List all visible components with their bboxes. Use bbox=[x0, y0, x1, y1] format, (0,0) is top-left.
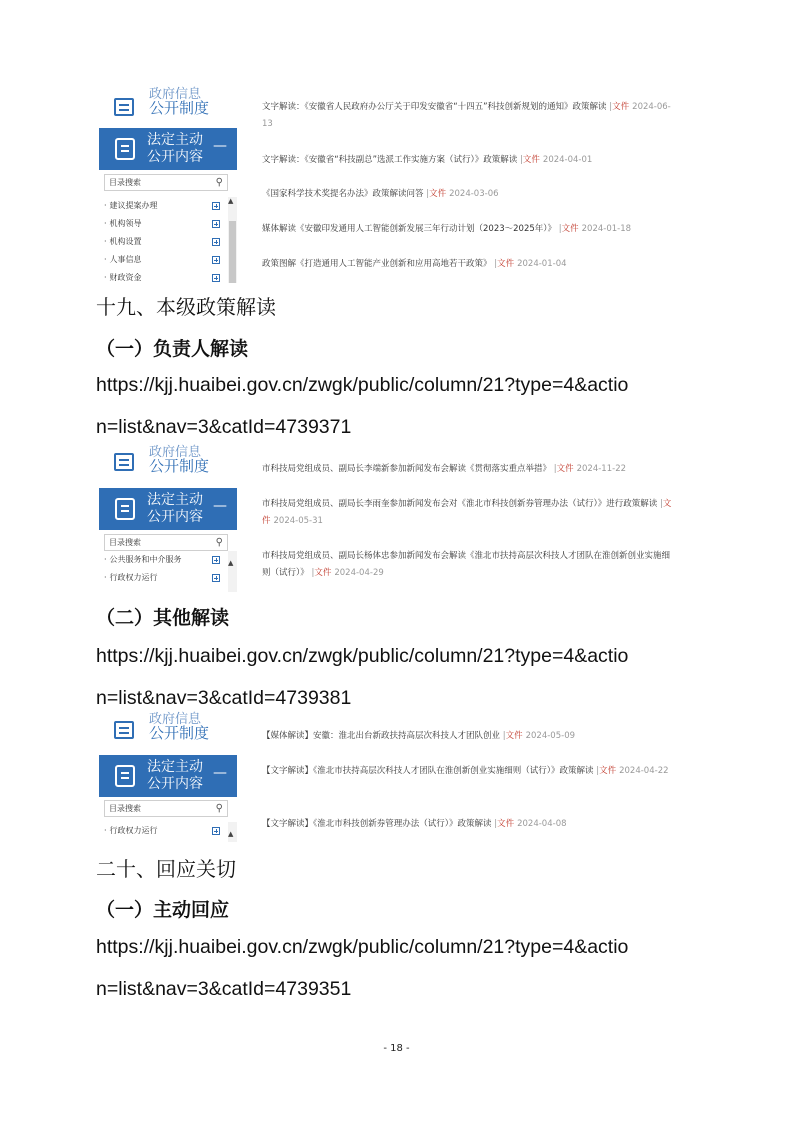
file-tag[interactable]: 文件 bbox=[522, 155, 540, 165]
catalog-item-label: 建议提案办理 bbox=[109, 201, 158, 210]
list-item[interactable]: 【文字解读】《淮北市扶持高层次科技人才团队在淮创新创业实施细则（试行）》政策解读 |文件 2024-04-22 bbox=[262, 766, 669, 776]
list-item[interactable]: 【媒体解读】安徽：淮北出台新政扶持高层次科技人才团队创业 |文件 2024-05-09 bbox=[262, 731, 576, 741]
sidebar-item-public-system[interactable] bbox=[99, 88, 237, 121]
entry-date: 2024-03-06 bbox=[449, 189, 499, 199]
entry-title[interactable]: 文字解读：《安徽省“科技副总”选派工作实施方案（试行）》政策解读 bbox=[262, 155, 518, 165]
file-tag[interactable]: 文件 bbox=[612, 102, 630, 112]
url-text[interactable]: n=list&nav=3&catId=4739371 bbox=[96, 416, 352, 438]
entry-date: 2024-04-22 bbox=[619, 766, 669, 776]
search-icon[interactable]: ⚲ bbox=[215, 803, 223, 814]
catalog-item[interactable]: · 公共服务和中介服务 bbox=[104, 551, 224, 569]
list-item[interactable]: 市科技局党组成员、副局长李雨奎参加新闻发布会对《淮北市科技创新券管理办法（试行）》进行政策解读 |文件 2024-05-31 bbox=[262, 499, 672, 526]
url-text[interactable]: https://kjj.huaibei.gov.cn/zwgk/public/column/21?type=4&actio bbox=[96, 374, 629, 396]
list-item[interactable]: 【文字解读】《淮北市科技创新券管理办法（试行）》政策解读 |文件 2024-04-08 bbox=[262, 819, 567, 829]
entry-title[interactable]: 【文字解读】《淮北市扶持高层次科技人才团队在淮创新创业实施细则（试行）》政策解读 bbox=[262, 766, 594, 776]
catalog-item-label: 公共服务和中介服务 bbox=[109, 555, 182, 564]
list-item[interactable]: 《国家科学技术奖提名办法》政策解读问答 |文件 2024-03-06 bbox=[262, 189, 499, 199]
sidebar-active-line1: 法定主动 bbox=[147, 132, 203, 148]
collapse-icon[interactable]: — bbox=[213, 498, 227, 514]
entry-date: 2024-06-13 bbox=[262, 102, 671, 129]
expand-icon[interactable] bbox=[212, 574, 220, 582]
sidebar-active-line2: 公开内容 bbox=[147, 149, 203, 165]
clipboard-icon bbox=[115, 765, 135, 787]
catalog-item[interactable]: · 建议提案办理 bbox=[104, 197, 224, 215]
sidebar-item-public-system[interactable] bbox=[99, 445, 237, 481]
catalog-search-label: 目录搜索 bbox=[109, 178, 141, 187]
file-tag[interactable]: 文件 bbox=[429, 189, 447, 199]
catalog-scrollbar[interactable] bbox=[228, 551, 237, 592]
entry-date: 2024-05-31 bbox=[273, 516, 323, 526]
sidebar-sys-line1: 政府信息 bbox=[149, 445, 202, 460]
entry-date: 2024-04-01 bbox=[542, 155, 593, 165]
sidebar-sys-line1: 政府信息 bbox=[149, 87, 202, 102]
scrollbar-thumb[interactable] bbox=[229, 221, 236, 283]
url-text[interactable]: n=list&nav=3&catId=4739351 bbox=[96, 978, 352, 1000]
catalog-search-input[interactable] bbox=[104, 800, 228, 817]
clipboard-icon bbox=[115, 138, 135, 160]
expand-icon[interactable] bbox=[212, 556, 220, 564]
section-heading: 十九、本级政策解读 bbox=[96, 295, 276, 319]
entry-title[interactable]: 文字解读：《安徽省人民政府办公厅关于印发安徽省“十四五”科技创新规划的通知》政策解读 bbox=[262, 102, 607, 112]
catalog-item[interactable]: · 人事信息 bbox=[104, 251, 224, 269]
sidebar-active-line2: 公开内容 bbox=[147, 509, 203, 525]
file-tag[interactable]: 文件 bbox=[314, 568, 332, 578]
catalog-item[interactable]: · 行政权力运行 bbox=[104, 569, 224, 587]
expand-icon[interactable] bbox=[212, 220, 220, 228]
clipboard-icon bbox=[115, 498, 135, 520]
sidebar-item-active-disclosure[interactable] bbox=[99, 755, 237, 797]
entry-title[interactable]: 【文字解读】《淮北市科技创新券管理办法（试行）》政策解读 bbox=[262, 819, 492, 829]
list-item[interactable]: 市科技局党组成员、副局长杨体忠参加新闻发布会解读《淮北市扶持高层次科技人才团队在淮创新创业实施细则（试行）》 |文件 2024-04-29 bbox=[262, 551, 671, 578]
entry-date: 2024-11-22 bbox=[576, 464, 627, 474]
url-text[interactable]: https://kjj.huaibei.gov.cn/zwgk/public/column/21?type=4&actio bbox=[96, 645, 629, 667]
subsection-heading: （二）其他解读 bbox=[96, 607, 230, 629]
catalog-search-input[interactable] bbox=[104, 174, 228, 191]
catalog-item[interactable]: · 机构设置 bbox=[104, 233, 224, 251]
screenshot-policy-list-2 bbox=[96, 445, 680, 592]
entry-title[interactable]: 市科技局党组成员、副局长杨体忠参加新闻发布会解读《淮北市扶持高层次科技人才团队在淮创新创业实施细则（试行）》 bbox=[262, 551, 671, 578]
entry-title[interactable]: 《国家科学技术奖提名办法》政策解读问答 bbox=[262, 189, 424, 199]
sidebar-active-line1: 法定主动 bbox=[147, 759, 203, 775]
catalog-search-input[interactable] bbox=[104, 534, 228, 551]
catalog-item[interactable]: · 机构领导 bbox=[104, 215, 224, 233]
list-item[interactable]: 政策图解《打造通用人工智能产业创新和应用高地若干政策》 |文件 2024-01-04 bbox=[262, 259, 567, 269]
entry-date: 2024-04-29 bbox=[334, 568, 384, 578]
catalog-tree bbox=[104, 551, 224, 587]
sidebar-item-active-disclosure[interactable] bbox=[99, 488, 237, 530]
expand-icon[interactable] bbox=[212, 274, 220, 282]
list-item[interactable]: 市科技局党组成员、副局长李端新参加新闻发布会解读《贯彻落实重点举措》 |文件 2024-11-22 bbox=[262, 464, 627, 474]
sidebar bbox=[96, 87, 246, 283]
subsection-heading: （一）主动回应 bbox=[96, 899, 230, 921]
expand-icon[interactable] bbox=[212, 238, 220, 246]
expand-icon[interactable] bbox=[212, 256, 220, 264]
collapse-icon[interactable]: — bbox=[213, 138, 227, 154]
list-item[interactable]: 媒体解读《安徽印发通用人工智能创新发展三年行动计划（2023～2025年）》 |文件 2024-01-18 bbox=[262, 224, 632, 234]
sidebar bbox=[96, 712, 246, 842]
page-number: - 18 - bbox=[383, 1043, 410, 1054]
screenshot-policy-list-1 bbox=[96, 87, 680, 283]
file-tag[interactable]: 文件 bbox=[505, 731, 523, 741]
subsection-heading: （一）负责人解读 bbox=[96, 338, 249, 360]
search-icon[interactable]: ⚲ bbox=[215, 177, 223, 188]
entry-date: 2024-01-18 bbox=[581, 224, 632, 234]
entry-title[interactable]: 媒体解读《安徽印发通用人工智能创新发展三年行动计划（2023～2025年）》 bbox=[262, 224, 557, 234]
sidebar-active-line2: 公开内容 bbox=[147, 776, 203, 792]
catalog-item-label: 机构设置 bbox=[109, 237, 142, 246]
scroll-up-icon[interactable]: ▲ bbox=[228, 197, 234, 205]
entry-date: 2024-04-08 bbox=[517, 819, 567, 829]
screenshot-policy-list-3 bbox=[96, 712, 680, 842]
section-heading: 二十、回应关切 bbox=[96, 857, 236, 881]
file-tag[interactable]: 文件 bbox=[497, 819, 515, 829]
entry-title[interactable]: 政策图解《打造通用人工智能产业创新和应用高地若干政策》 bbox=[262, 259, 492, 269]
sidebar-sys-line2: 公开制度 bbox=[149, 99, 210, 117]
sidebar bbox=[96, 445, 246, 592]
catalog-scrollbar[interactable] bbox=[228, 197, 237, 283]
catalog-item-label: 行政权力运行 bbox=[109, 826, 158, 835]
sidebar-sys-line2: 公开制度 bbox=[149, 457, 210, 475]
catalog-search-label: 目录搜索 bbox=[109, 804, 141, 813]
search-icon[interactable]: ⚲ bbox=[215, 537, 223, 548]
expand-icon[interactable] bbox=[212, 202, 220, 210]
sidebar-sys-line1: 政府信息 bbox=[149, 712, 202, 727]
catalog-item[interactable]: · 财政资金 bbox=[104, 269, 224, 287]
url-text[interactable]: n=list&nav=3&catId=4739381 bbox=[96, 687, 352, 709]
list-item[interactable]: 文字解读：《安徽省人民政府办公厅关于印发安徽省“十四五”科技创新规划的通知》政策解读 |文件 2024-06-13 bbox=[262, 102, 671, 129]
sidebar-item-public-system[interactable] bbox=[99, 712, 237, 748]
file-tag[interactable]: 文件 bbox=[262, 499, 672, 526]
scroll-up-icon[interactable]: ▲ bbox=[228, 830, 234, 838]
file-tag[interactable]: 文件 bbox=[497, 259, 515, 269]
catalog-scrollbar[interactable] bbox=[228, 822, 237, 842]
scroll-up-icon[interactable]: ▲ bbox=[228, 559, 234, 567]
catalog-search-label: 目录搜索 bbox=[109, 538, 141, 547]
file-tag[interactable]: 文件 bbox=[561, 224, 579, 234]
entry-title[interactable]: 市科技局党组成员、副局长李端新参加新闻发布会解读《贯彻落实重点举措》 bbox=[262, 464, 552, 474]
expand-icon[interactable] bbox=[212, 827, 220, 835]
entry-date: 2024-05-09 bbox=[525, 731, 576, 741]
collapse-icon[interactable]: — bbox=[213, 765, 227, 781]
catalog-tree bbox=[104, 822, 224, 840]
list-icon bbox=[114, 98, 134, 116]
list-item[interactable]: 文字解读：《安徽省“科技副总”选派工作实施方案（试行）》政策解读 |文件 2024-04-01 bbox=[262, 155, 593, 165]
url-text[interactable]: https://kjj.huaibei.gov.cn/zwgk/public/column/21?type=4&actio bbox=[96, 936, 629, 958]
catalog-item-label: 财政资金 bbox=[109, 273, 142, 282]
sidebar-item-active-disclosure[interactable] bbox=[99, 128, 237, 170]
catalog-item-label: 人事信息 bbox=[109, 255, 142, 264]
catalog-tree bbox=[104, 197, 224, 287]
list-icon bbox=[114, 453, 134, 471]
file-tag[interactable]: 文件 bbox=[556, 464, 574, 474]
entry-title[interactable]: 【媒体解读】安徽：淮北出台新政扶持高层次科技人才团队创业 bbox=[262, 731, 501, 741]
list-icon bbox=[114, 721, 134, 739]
entry-title[interactable]: 市科技局党组成员、副局长李雨奎参加新闻发布会对《淮北市科技创新券管理办法（试行）》进行政策解读 bbox=[262, 499, 658, 509]
file-tag[interactable]: 文件 bbox=[599, 766, 617, 776]
catalog-item-label: 机构领导 bbox=[109, 219, 142, 228]
catalog-item-label: 行政权力运行 bbox=[109, 573, 158, 582]
entry-date: 2024-01-04 bbox=[517, 259, 567, 269]
catalog-item[interactable]: · 行政权力运行 bbox=[104, 822, 224, 840]
sidebar-active-line1: 法定主动 bbox=[147, 492, 203, 508]
sidebar-sys-line2: 公开制度 bbox=[149, 724, 210, 742]
